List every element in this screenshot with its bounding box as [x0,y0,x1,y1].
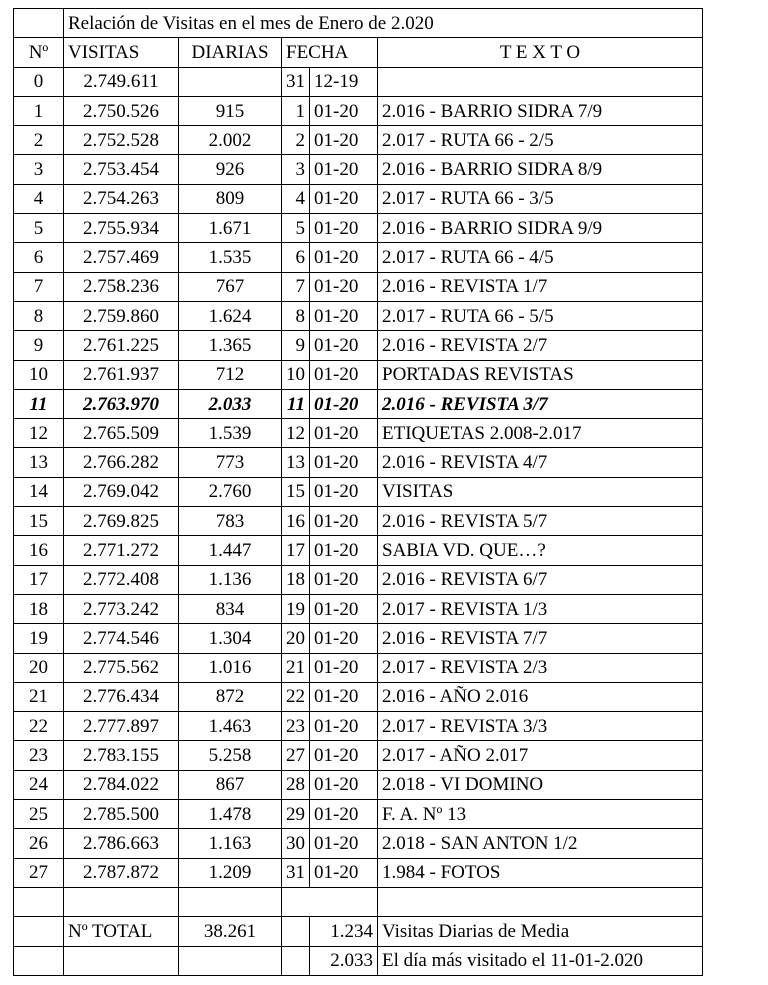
row-number: 19 [14,624,64,653]
header-fecha: FECHA [282,38,378,67]
row-diarias: 809 [179,184,282,213]
row-number: 16 [14,536,64,565]
row-diarias: 915 [179,96,282,125]
table-row [14,360,703,389]
table-row [14,770,703,799]
row-day: 16 [282,507,310,536]
row-month: 01-20 [310,858,378,887]
row-texto: 2.018 - VI DOMINO [378,770,703,799]
table-row [14,67,703,96]
row-visitas: 2.786.663 [64,829,179,858]
row-diarias: 773 [179,448,282,477]
row-diarias: 872 [179,682,282,711]
row-diarias: 767 [179,272,282,301]
row-month: 01-20 [310,96,378,125]
row-day: 8 [282,301,310,330]
row-visitas: 2.773.242 [64,594,179,623]
summary-spacer-cell [14,917,64,946]
row-texto: 2.018 - SAN ANTON 1/2 [378,829,703,858]
row-visitas: 2.771.272 [64,536,179,565]
row-diarias: 1.304 [179,624,282,653]
summary-spacer-cell [14,946,64,975]
row-visitas: 2.785.500 [64,800,179,829]
row-diarias: 2.002 [179,126,282,155]
table-row [14,389,703,418]
row-texto: 2.016 - REVISTA 5/7 [378,507,703,536]
row-day: 10 [282,360,310,389]
row-diarias: 2.760 [179,477,282,506]
row-texto: 2.017 - RUTA 66 - 3/5 [378,184,703,213]
row-number: 6 [14,243,64,272]
row-day: 20 [282,624,310,653]
table-row [14,155,703,184]
row-texto: PORTADAS REVISTAS [378,360,703,389]
row-number: 8 [14,301,64,330]
row-number: 23 [14,741,64,770]
row-month: 01-20 [310,126,378,155]
average-value: 1.234 [310,917,378,946]
table-row [14,331,703,360]
row-visitas: 2.763.970 [64,389,179,418]
row-diarias: 1.365 [179,331,282,360]
row-month: 01-20 [310,419,378,448]
row-visitas: 2.752.528 [64,126,179,155]
row-day: 4 [282,184,310,213]
total-label: Nº TOTAL [64,917,179,946]
row-number: 13 [14,448,64,477]
row-day: 23 [282,712,310,741]
row-diarias: 1.463 [179,712,282,741]
table-row [14,712,703,741]
row-diarias: 1.535 [179,243,282,272]
header-texto: T E X T O [378,38,703,67]
row-month: 01-20 [310,536,378,565]
row-diarias: 1.209 [179,858,282,887]
row-day: 3 [282,155,310,184]
max-value: 2.033 [310,946,378,975]
row-texto [378,67,703,96]
row-number: 25 [14,800,64,829]
row-diarias: 1.671 [179,214,282,243]
summary-total-row [14,917,703,946]
visits-table [13,8,703,976]
row-number: 9 [14,331,64,360]
table-row [14,272,703,301]
header-no: Nº [14,38,64,67]
row-day: 29 [282,800,310,829]
row-day: 1 [282,96,310,125]
row-texto: VISITAS [378,477,703,506]
row-month: 01-20 [310,594,378,623]
row-month: 01-20 [310,477,378,506]
table-row [14,624,703,653]
blank-cell [14,887,64,916]
row-texto: 2.016 - REVISTA 7/7 [378,624,703,653]
row-month: 01-20 [310,448,378,477]
blank-cell [64,887,179,916]
row-visitas: 2.758.236 [64,272,179,301]
row-texto: 2.017 - RUTA 66 - 5/5 [378,301,703,330]
table-row [14,594,703,623]
row-month: 01-20 [310,155,378,184]
row-month: 01-20 [310,507,378,536]
summary-spacer-cell [282,917,310,946]
row-day: 31 [282,858,310,887]
title-spacer-cell [14,9,64,38]
row-visitas: 2.755.934 [64,214,179,243]
row-visitas: 2.787.872 [64,858,179,887]
blank-cell [179,887,282,916]
row-texto: 2.016 - AÑO 2.016 [378,682,703,711]
header-row [14,38,703,67]
row-diarias: 1.624 [179,301,282,330]
row-number: 14 [14,477,64,506]
row-day: 11 [282,389,310,418]
table-row [14,565,703,594]
row-day: 28 [282,770,310,799]
row-visitas: 2.757.469 [64,243,179,272]
row-month: 12-19 [310,67,378,96]
row-month: 01-20 [310,243,378,272]
blank-cell [378,887,703,916]
row-number: 1 [14,96,64,125]
row-day: 31 [282,67,310,96]
row-visitas: 2.772.408 [64,565,179,594]
table-row [14,96,703,125]
header-diarias: DIARIAS [179,38,282,67]
row-diarias: 712 [179,360,282,389]
row-number: 4 [14,184,64,213]
row-day: 18 [282,565,310,594]
row-texto: SABIA VD. QUE…? [378,536,703,565]
row-texto: 2.016 - BARRIO SIDRA 9/9 [378,214,703,243]
row-number: 18 [14,594,64,623]
row-texto: 2.017 - AÑO 2.017 [378,741,703,770]
row-visitas: 2.761.225 [64,331,179,360]
row-day: 6 [282,243,310,272]
row-day: 7 [282,272,310,301]
row-month: 01-20 [310,272,378,301]
row-day: 22 [282,682,310,711]
row-texto: 2.017 - RUTA 66 - 4/5 [378,243,703,272]
row-number: 22 [14,712,64,741]
row-day: 21 [282,653,310,682]
row-diarias: 926 [179,155,282,184]
row-texto: 2.016 - REVISTA 6/7 [378,565,703,594]
row-number: 12 [14,419,64,448]
row-month: 01-20 [310,653,378,682]
row-visitas: 2.775.562 [64,653,179,682]
row-month: 01-20 [310,331,378,360]
row-visitas: 2.749.611 [64,67,179,96]
row-day: 13 [282,448,310,477]
row-diarias: 783 [179,507,282,536]
row-month: 01-20 [310,682,378,711]
row-day: 19 [282,594,310,623]
table-title: Relación de Visitas en el mes de Enero de 2.020 [64,9,703,38]
row-visitas: 2.766.282 [64,448,179,477]
row-number: 20 [14,653,64,682]
row-diarias: 1.016 [179,653,282,682]
row-texto: 2.017 - REVISTA 3/3 [378,712,703,741]
blank-cell [282,887,378,916]
row-month: 01-20 [310,301,378,330]
row-number: 2 [14,126,64,155]
row-texto: 2.016 - REVISTA 2/7 [378,331,703,360]
row-visitas: 2.753.454 [64,155,179,184]
row-month: 01-20 [310,712,378,741]
row-number: 5 [14,214,64,243]
header-visitas: VISITAS [64,38,179,67]
row-diarias: 2.033 [179,389,282,418]
row-texto: 2.016 - REVISTA 3/7 [378,389,703,418]
table-row [14,653,703,682]
row-number: 3 [14,155,64,184]
table-row [14,477,703,506]
row-texto: F. A. Nº 13 [378,800,703,829]
total-value: 38.261 [179,917,282,946]
table-row [14,829,703,858]
row-day: 15 [282,477,310,506]
row-texto: 2.017 - RUTA 66 - 2/5 [378,126,703,155]
row-texto: ETIQUETAS 2.008-2.017 [378,419,703,448]
row-number: 7 [14,272,64,301]
table-row [14,448,703,477]
row-number: 26 [14,829,64,858]
row-month: 01-20 [310,624,378,653]
blank-row [14,887,703,916]
row-day: 30 [282,829,310,858]
summary-spacer-cell [179,946,282,975]
row-diarias: 834 [179,594,282,623]
row-month: 01-20 [310,770,378,799]
row-month: 01-20 [310,184,378,213]
row-diarias: 1.539 [179,419,282,448]
max-label: El día más visitado el 11-01-2.020 [378,946,703,975]
row-diarias: 1.136 [179,565,282,594]
row-day: 2 [282,126,310,155]
row-texto: 2.016 - BARRIO SIDRA 7/9 [378,96,703,125]
row-texto: 2.016 - REVISTA 1/7 [378,272,703,301]
row-number: 27 [14,858,64,887]
row-visitas: 2.776.434 [64,682,179,711]
row-month: 01-20 [310,389,378,418]
row-diarias: 1.163 [179,829,282,858]
table-row [14,214,703,243]
row-number: 17 [14,565,64,594]
row-number: 11 [14,389,64,418]
row-diarias: 867 [179,770,282,799]
table-row [14,301,703,330]
row-visitas: 2.769.825 [64,507,179,536]
table-row [14,800,703,829]
row-number: 24 [14,770,64,799]
row-texto: 1.984 - FOTOS [378,858,703,887]
average-label: Visitas Diarias de Media [378,917,703,946]
row-number: 10 [14,360,64,389]
table-row [14,507,703,536]
table-row [14,741,703,770]
row-visitas: 2.774.546 [64,624,179,653]
row-month: 01-20 [310,829,378,858]
summary-spacer-cell [282,946,310,975]
row-texto: 2.017 - REVISTA 1/3 [378,594,703,623]
row-visitas: 2.754.263 [64,184,179,213]
table-row [14,126,703,155]
row-day: 17 [282,536,310,565]
row-visitas: 2.750.526 [64,96,179,125]
table-row [14,536,703,565]
row-day: 9 [282,331,310,360]
row-diarias [179,67,282,96]
row-visitas: 2.783.155 [64,741,179,770]
table-row [14,682,703,711]
row-diarias: 5.258 [179,741,282,770]
row-texto: 2.017 - REVISTA 2/3 [378,653,703,682]
row-number: 0 [14,67,64,96]
row-visitas: 2.759.860 [64,301,179,330]
table-row [14,419,703,448]
row-month: 01-20 [310,741,378,770]
summary-max-row [14,946,703,975]
row-texto: 2.016 - BARRIO SIDRA 8/9 [378,155,703,184]
row-month: 01-20 [310,800,378,829]
row-diarias: 1.478 [179,800,282,829]
title-row [14,9,703,38]
row-month: 01-20 [310,565,378,594]
row-visitas: 2.769.042 [64,477,179,506]
row-month: 01-20 [310,360,378,389]
table-row [14,184,703,213]
row-visitas: 2.765.509 [64,419,179,448]
table-row [14,858,703,887]
summary-spacer-cell [64,946,179,975]
row-visitas: 2.777.897 [64,712,179,741]
row-number: 21 [14,682,64,711]
row-visitas: 2.784.022 [64,770,179,799]
row-visitas: 2.761.937 [64,360,179,389]
table-row [14,243,703,272]
row-day: 12 [282,419,310,448]
row-day: 27 [282,741,310,770]
row-month: 01-20 [310,214,378,243]
row-diarias: 1.447 [179,536,282,565]
row-day: 5 [282,214,310,243]
row-number: 15 [14,507,64,536]
row-texto: 2.016 - REVISTA 4/7 [378,448,703,477]
